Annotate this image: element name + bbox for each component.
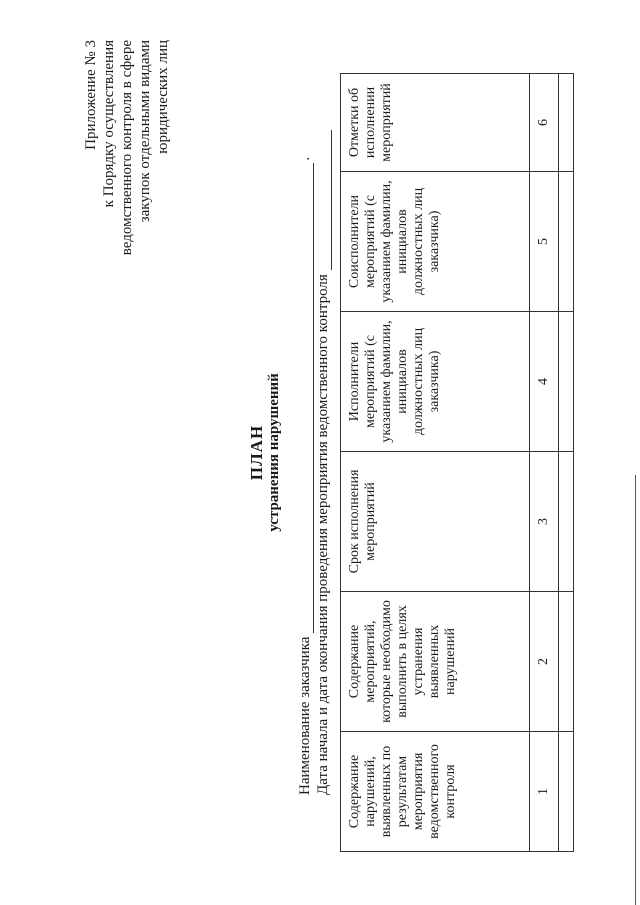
table-empty-row xyxy=(559,74,574,852)
column-number: 5 xyxy=(530,172,559,312)
table-header-row xyxy=(341,74,530,852)
empty-cell[interactable] xyxy=(559,74,574,172)
appendix-line: ведомственного контроля в сфере xyxy=(119,40,135,256)
empty-cell[interactable] xyxy=(559,592,574,732)
header-cell-co-executors: Соисполнители мероприятий (с указанием фамилии, инициалов должностных лиц заказчика) xyxy=(341,172,530,312)
header-cell-deadline: Срок исполнения мероприятий xyxy=(341,452,530,592)
customer-name-blank xyxy=(299,163,314,633)
header-cell-executors: Исполнители мероприятий (с указанием фамилии, инициалов должностных лиц заказчика) xyxy=(341,312,530,452)
column-number: 1 xyxy=(530,732,559,852)
appendix-line: юридических лиц xyxy=(155,40,171,154)
page-bottom-rule xyxy=(635,475,636,905)
column-number: 3 xyxy=(530,452,559,592)
plan-table xyxy=(340,73,574,852)
appendix-note xyxy=(82,40,172,270)
appendix-line: Приложение № 3 xyxy=(83,40,99,150)
header-cell-violations: Содержание нарушений, выявленных по результатам мероприятия ведомственного контроля xyxy=(341,732,530,852)
header-cell-execution-marks: Отметки об исполнении мероприятий xyxy=(341,74,530,172)
dates-blank xyxy=(317,130,332,270)
customer-name-row xyxy=(296,130,314,795)
customer-name-terminator: . xyxy=(297,156,313,161)
empty-cell[interactable] xyxy=(559,732,574,852)
header-cell-measures: Содержание мероприятий, которые необходимо выполнить в целях устранения выявленных нарушений xyxy=(341,592,530,732)
empty-cell[interactable] xyxy=(559,452,574,592)
header-fields xyxy=(296,130,332,795)
title-block xyxy=(247,0,283,905)
document-subtitle: устранения нарушений xyxy=(266,373,282,532)
appendix-line: закупок отдельными видами xyxy=(137,40,153,223)
column-number: 2 xyxy=(530,592,559,732)
column-number: 6 xyxy=(530,74,559,172)
customer-name-label: Наименование заказчика xyxy=(297,636,313,795)
column-number: 4 xyxy=(530,312,559,452)
table-number-row xyxy=(530,74,559,852)
appendix-line: к Порядку осуществления xyxy=(101,40,117,208)
document-title: ПЛАН xyxy=(247,424,266,481)
dates-row xyxy=(314,130,332,795)
empty-cell[interactable] xyxy=(559,312,574,452)
dates-label: Дата начала и дата окончания проведения мероприятия ведомственного контроля xyxy=(315,274,331,795)
empty-cell[interactable] xyxy=(559,172,574,312)
